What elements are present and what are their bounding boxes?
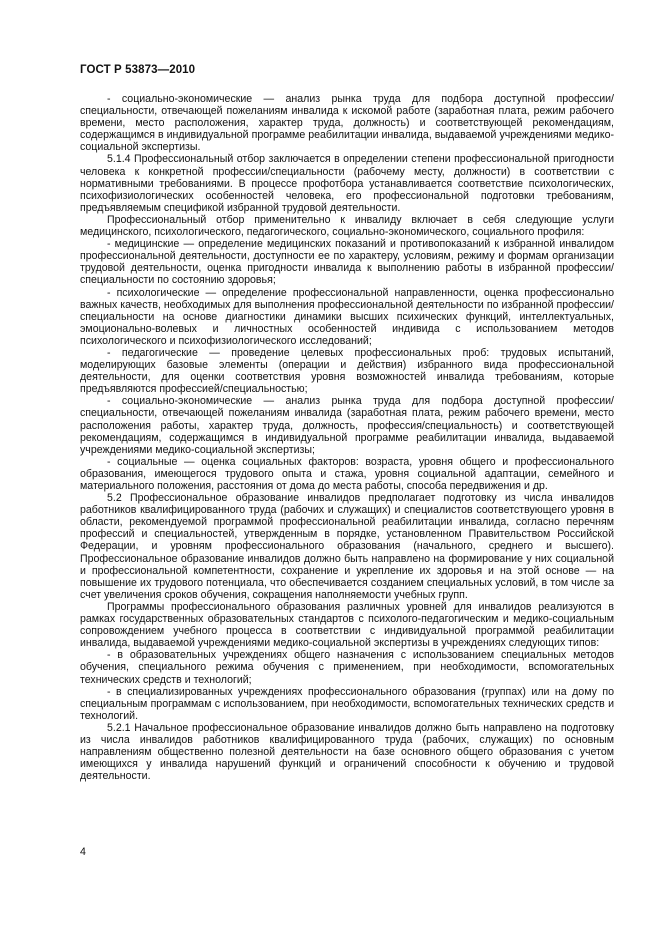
paragraph-socioeconomic-1: - социально-экономические — анализ рынка труда для подбора доступной профессии/специальности, отвечающей пожеланиям инвалида к искомой работе (заработная плата, режим рабочего времени, место расположения, характер труда, должность) и соответствующей рекомендациям, содержащимся в индивидуальной программе реабилитации инвалида, выдаваемой учреждениями медико-социальной экспертизы. [80, 93, 614, 154]
paragraph-pedagogical: - педагогические — проведение целевых профессиональных проб: трудовых испытаний, моделирующих базовые элементы (операции и действия) избранного вида профессиональной деятельности, для оценки соответствия уровня возможностей инвалида требованиям, которые предъявляются профессией/специальностью; [80, 346, 614, 396]
paragraph-5-2-1: 5.2.1 Начальное профессиональное образование инвалидов должно быть направлено на подготовку из числа инвалидов работников квалифицированного труда (рабочих, служащих) по основным направлениям общественно полезной деятельности на базе основного общего образования с учетом имеющихся у инвалида нарушений функций и ограничений способности к обучению и трудовой деятельности. [80, 721, 614, 783]
standard-title: ГОСТ Р 53873—2010 [80, 64, 196, 76]
paragraph-5-2: 5.2 Профессиональное образование инвалидов предполагает подготовку из числа инвалидов работников квалифицированного труда (рабочих и служащих) и специалистов соответствующего уровня в области, рекомендуемой программой профессиональной реабилитации инвалида, согласно перечням профессий и специальностей, утвержденным в порядке, установленном Правительством Российской Федерации, и уровням профессионального образования (начального, среднего и высшего). Профессиональное образование инвалидов должно быть направлено на формирование у них социальной и профессиональной компетентности, сохранение и укрепление их здоровья и на этой основе — на повышение их трудового потенциала, что обеспечивается созданием специальных условий, в том числе за счет увеличения сроков обучения, сокращения наполняемости учебных групп. [80, 492, 614, 601]
paragraph-socioeconomic-2: - социально-экономические — анализ рынка труда для подбора доступной профессии/специальности, отвечающей пожеланиям инвалида (заработная плата, режим рабочего времени, место расположения работы, характер труда, должность, профессия/специальность) и соответствующей рекомендациям, содержащимся в индивидуальной программе реабилитации инвалида, выдаваемой учреждениями медико-социальной экспертизы; [80, 395, 614, 456]
page-number: 4 [80, 846, 86, 858]
paragraph-social: - социальные — оценка социальных факторов: возраста, уровня общего и профессионального образования, имеющегося трудового опыта и стажа, уровня социальной адаптации, семейного и материального положения, расстояния от дома до места работы, способа передвижения и др. [80, 455, 614, 492]
paragraph-psychological: - психологические — определение профессиональной направленности, оценка профессионально важных качеств, необходимых для выполнения профессиональной деятельности по избранной профессии/специальности на основе диагностики динамики высших психических функций, интеллектуальных, эмоционально-волевых и личностных особенностей индивида с использованием методов психологического и психофизиологического исследований; [80, 286, 614, 347]
paragraph-medical: - медицинские — определение медицинских показаний и противопоказаний к избранной инвалидом профессиональной деятельности, доступности ее по характеру, условиям, режиму и формам организации трудовой деятельности, оценка пригодности инвалида к выполнению работы в избранной профессии/специальности по состоянию здоровья; [80, 238, 614, 287]
paragraph-specialized-institutions: - в специализированных учреждениях профессионального образования (группах) или на дому по специальным программам с использованием, при необходимости, вспомогательных технических средств и технологий. [80, 685, 614, 722]
body-text [80, 93, 614, 782]
paragraph-5-1-4: 5.1.4 Профессиональный отбор заключается в определении степени профессиональной пригодности человека к конкретной профессии/специальности (рабочему месту, должности) в соответствии с нормативными требованиями. В процессе профотбора устанавливается соответствие психологических, психофизиологических особенностей человека, его профессиональной подготовки требованиям, предъявляемым спецификой избранной трудовой деятельности. [80, 153, 614, 214]
paragraph-general-institutions: - в образовательных учреждениях общего назначения с использованием специальных методов обучения, специального режима обучения с применением, при необходимости, вспомогательных технических средств и технологий; [80, 649, 614, 686]
paragraph-selection-services: Профессиональный отбор применительно к инвалиду включает в себя следующие услуги медицинского, психологического, педагогического, социально-экономического, социального профиля: [80, 213, 614, 239]
paragraph-programs: Программы профессионального образования различных уровней для инвалидов реализуются в рамках государственных образовательных стандартов с психолого-педагогическим и медико-социальным сопровождением учебного процесса в соответствии с индивидуальной программой реабилитации инвалида, выдаваемой учреждениями медико-социальной экспертизы в учреждениях следующих типов: [80, 600, 614, 650]
